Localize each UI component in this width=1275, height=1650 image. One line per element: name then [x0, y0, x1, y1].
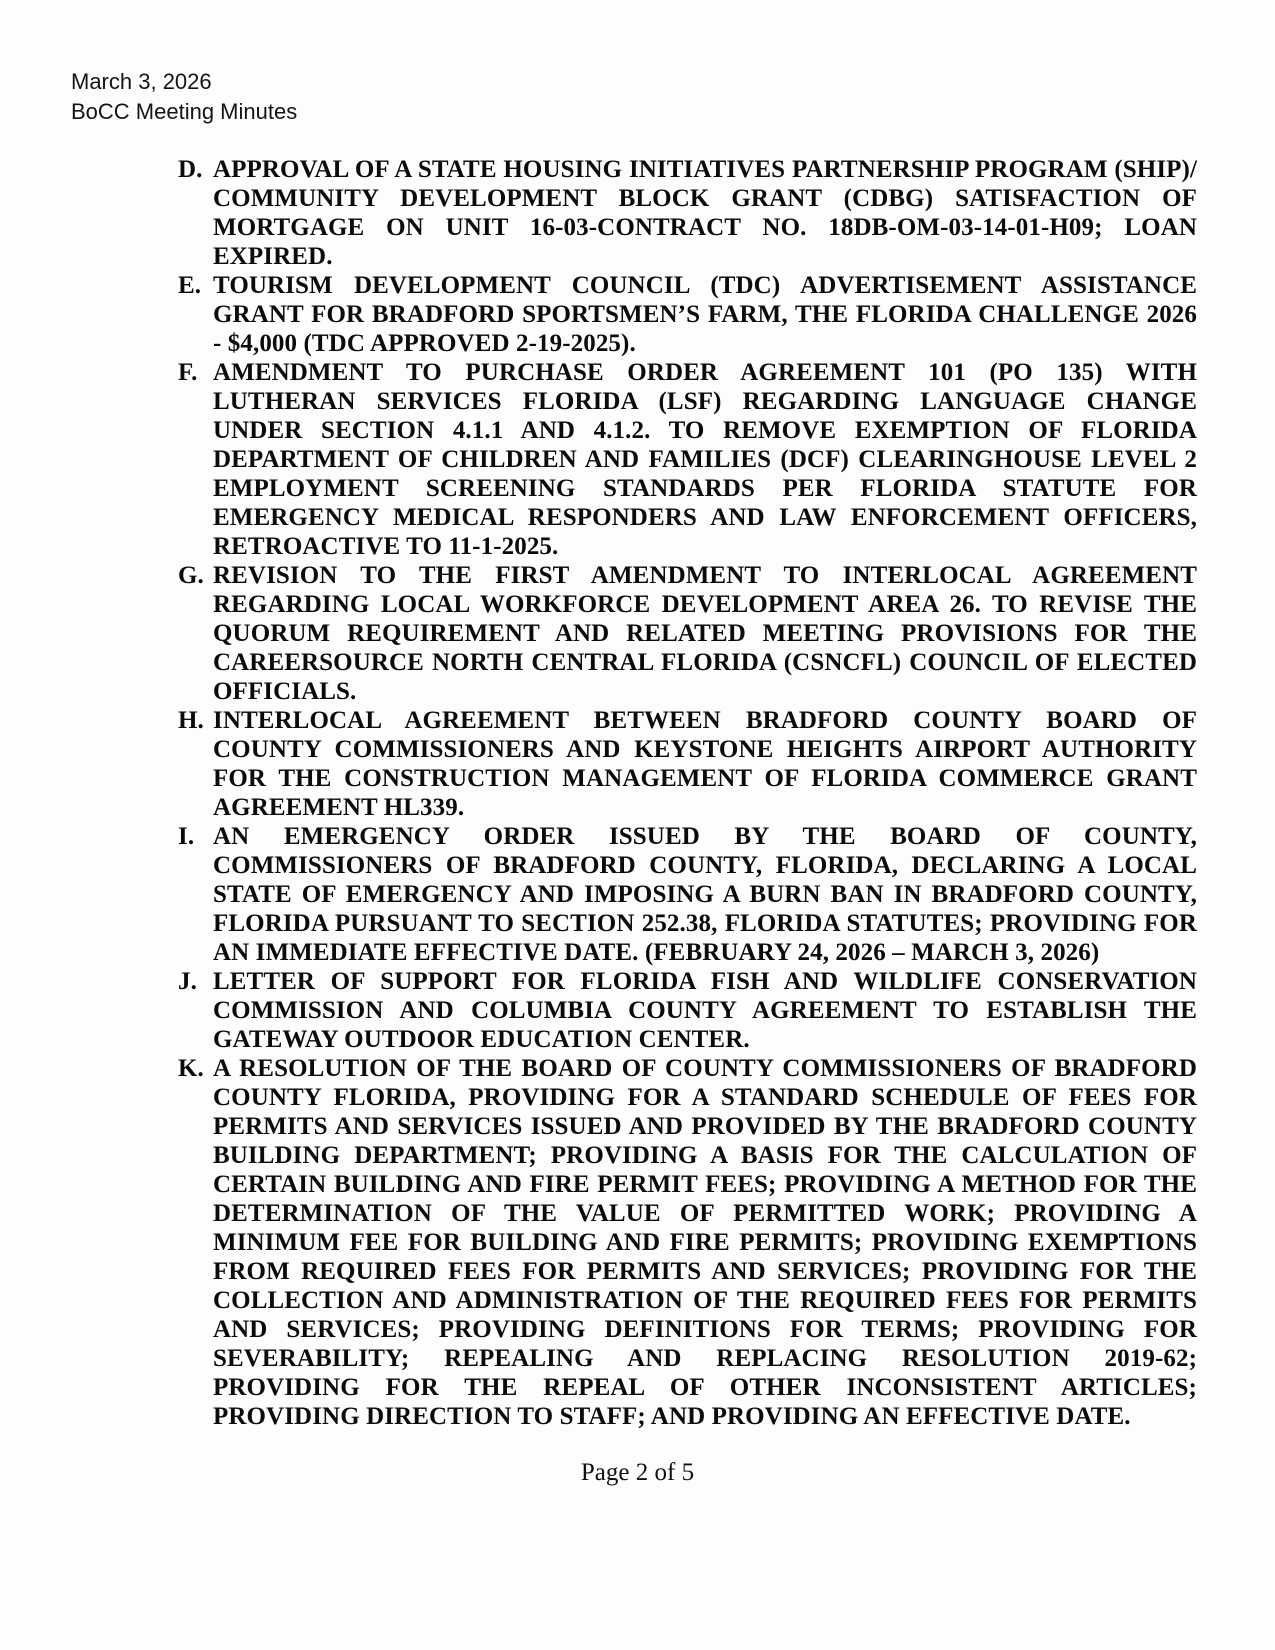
item-text-k: A RESOLUTION OF THE BOARD OF COUNTY COMMISSIONERS OF BRADFORD COUNTY FLORIDA, PROVIDING FOR A STANDARD SCHEDULE OF FEES FOR PERMITS AND SERVICES ISSUED AND PROVIDED BY THE BRADFORD COUNTY BUILDING DEPARTMENT; PROVIDING A BASIS FOR THE CALCULATION OF CERTAIN BUILDING AND FIRE PERMIT FEES; PROVIDING A METHOD FOR THE DETERMINATION OF THE VALUE OF PERMITTED WORK; PROVIDING A MINIMUM FEE FOR BUILDING AND FIRE PERMITS; PROVIDING EXEMPTIONS FROM REQUIRED FEES FOR PERMITS AND SERVICES; PROVIDING FOR THE COLLECTION AND ADMINISTRATION OF THE REQUIRED FEES FOR PERMITS AND SERVICES; PROVIDING DEFINITIONS FOR TERMS; PROVIDING FOR SEVERABILITY; REPEALING AND REPLACING RESOLUTION 2019-62; PROVIDING FOR THE REPEAL OF OTHER INCONSISTENT ARTICLES; PROVIDING DIRECTION TO STAFF; AND PROVIDING AN EFFECTIVE DATE.: [213, 1055, 1197, 1430]
item-text-d: APPROVAL OF A STATE HOUSING INITIATIVES PARTNERSHIP PROGRAM (SHIP)/ COMMUNITY DEVELOPMENT BLOCK GRANT (CDBG) SATISFACTION OF MORTGAGE ON UNIT 16-03-CONTRACT NO. 18DB-OM-03-14-01-H09; LOAN EXPIRED.: [213, 156, 1197, 270]
document-header: [71, 67, 297, 127]
item-label-f: F.: [178, 359, 198, 386]
agenda-item-j: [178, 967, 1197, 1054]
agenda-item-e: [178, 271, 1197, 358]
agenda-item-f: [178, 358, 1197, 561]
header-date: March 3, 2026: [71, 69, 212, 94]
item-text-e: TOURISM DEVELOPMENT COUNCIL (TDC) ADVERTISEMENT ASSISTANCE GRANT FOR BRADFORD SPORTSMEN’S FARM, THE FLORIDA CHALLENGE 2026 - $4,000 (TDC APPROVED 2-19-2025).: [213, 272, 1197, 357]
agenda-item-k: [178, 1054, 1197, 1431]
agenda-list: [178, 155, 1197, 1431]
agenda-item-i: [178, 822, 1197, 967]
item-text-i: AN EMERGENCY ORDER ISSUED BY THE BOARD OF COUNTY, COMMISSIONERS OF BRADFORD COUNTY, FLORIDA, DECLARING A LOCAL STATE OF EMERGENCY AND IMPOSING A BURN BAN IN BRADFORD COUNTY, FLORIDA PURSUANT TO SECTION 252.38, FLORIDA STATUTES; PROVIDING FOR AN IMMEDIATE EFFECTIVE DATE. (FEBRUARY 24, 2026 – MARCH 3, 2026): [213, 823, 1197, 966]
item-label-d: D.: [178, 156, 203, 183]
item-label-g: G.: [178, 562, 204, 589]
agenda-item-d: [178, 155, 1197, 271]
agenda-item-h: [178, 706, 1197, 822]
item-text-j: LETTER OF SUPPORT FOR FLORIDA FISH AND WILDLIFE CONSERVATION COMMISSION AND COLUMBIA COUNTY AGREEMENT TO ESTABLISH THE GATEWAY OUTDOOR EDUCATION CENTER.: [213, 968, 1197, 1053]
item-label-j: J.: [178, 968, 197, 995]
item-text-h: INTERLOCAL AGREEMENT BETWEEN BRADFORD COUNTY BOARD OF COUNTY COMMISSIONERS AND KEYSTONE HEIGHTS AIRPORT AUTHORITY FOR THE CONSTRUCTION MANAGEMENT OF FLORIDA COMMERCE GRANT AGREEMENT HL339.: [213, 707, 1197, 821]
agenda-item-g: [178, 561, 1197, 706]
page-footer: [0, 1458, 1275, 1487]
page-number: Page 2 of 5: [580, 1459, 695, 1486]
item-label-e: E.: [178, 272, 202, 299]
item-label-k: K.: [178, 1055, 204, 1082]
item-label-i: I.: [178, 823, 195, 850]
item-text-g: REVISION TO THE FIRST AMENDMENT TO INTERLOCAL AGREEMENT REGARDING LOCAL WORKFORCE DEVELOPMENT AREA 26. TO REVISE THE QUORUM REQUIREMENT AND RELATED MEETING PROVISIONS FOR THE CAREERSOURCE NORTH CENTRAL FLORIDA (CSNCFL) COUNCIL OF ELECTED OFFICIALS.: [213, 562, 1197, 705]
item-label-h: H.: [178, 707, 204, 734]
header-title: BoCC Meeting Minutes: [71, 99, 298, 124]
item-text-f: AMENDMENT TO PURCHASE ORDER AGREEMENT 101 (PO 135) WITH LUTHERAN SERVICES FLORIDA (LSF) REGARDING LANGUAGE CHANGE UNDER SECTION 4.1.1 AND 4.1.2. TO REMOVE EXEMPTION OF FLORIDA DEPARTMENT OF CHILDREN AND FAMILIES (DCF) CLEARINGHOUSE LEVEL 2 EMPLOYMENT SCREENING STANDARDS PER FLORIDA STATUTE FOR EMERGENCY MEDICAL RESPONDERS AND LAW ENFORCEMENT OFFICERS, RETROACTIVE TO 11-1-2025.: [213, 359, 1197, 560]
